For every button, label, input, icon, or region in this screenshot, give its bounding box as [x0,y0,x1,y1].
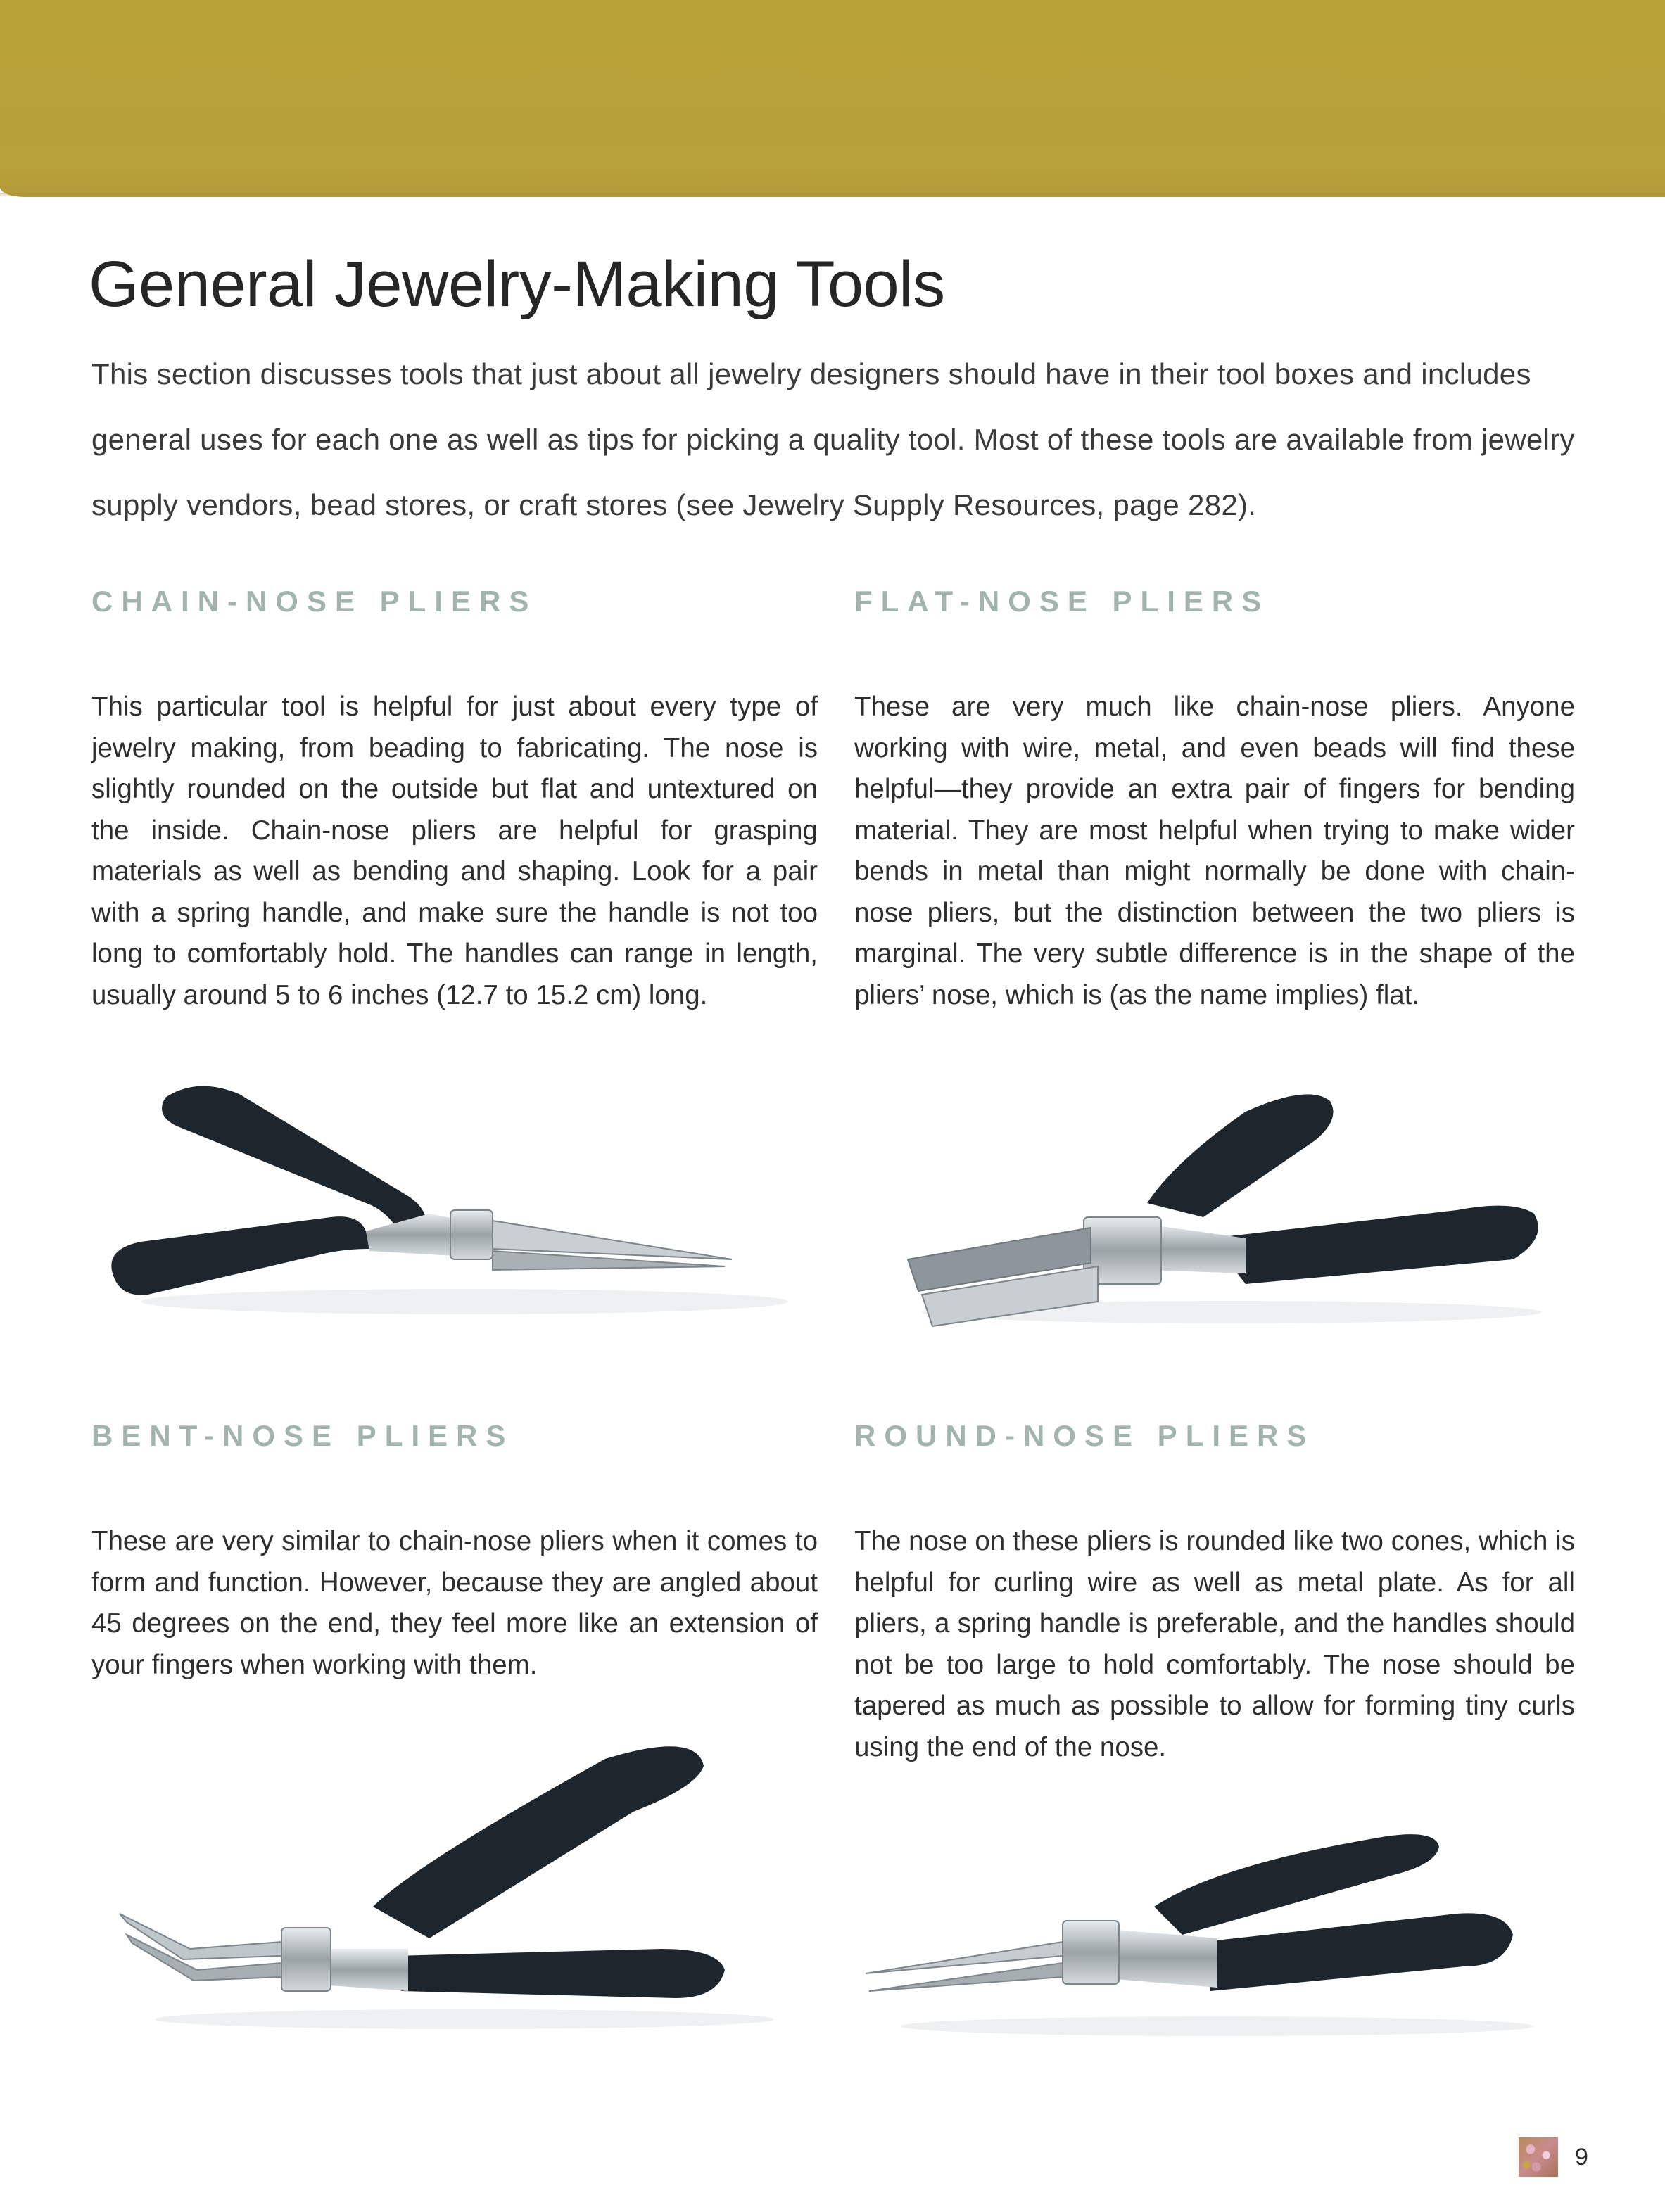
header-gold-band [0,0,1665,197]
page-title: General Jewelry-Making Tools [89,248,945,320]
section-heading: ROUND-NOSE PLIERS [854,1419,1315,1452]
section-heading: FLAT-NOSE PLIERS [854,585,1270,618]
section-flat-nose-pliers [854,587,1575,1016]
chain-nose-pliers-icon [99,1069,802,1323]
section-heading: CHAIN-NOSE PLIERS [91,585,538,618]
round-nose-pliers-photo [852,1815,1569,2040]
page-footer [1519,2137,1588,2177]
round-nose-pliers-icon [852,1815,1569,2040]
section-body: The nose on these pliers is rounded like two cones, which is helpful for curling wire as well as metal plate. As for all pliers, a spring handle is preferable, and the handles should not be too large to hold comfortably. The nose should be tapered as much as possible to allow for forming tiny curls using the end of the nose. [854,1526,1575,1762]
section-round-nose-pliers [854,1421,1575,1768]
section-body: This particular tool is helpful for just about every type of jewelry making, from beading to fabricating. The nose is slightly rounded on the outside but flat and untextured on the inside. Chain-nose pliers are helpful for grasping materials as well as bending and shaping. Look for a pair with a spring handle, and make sure the handle is not too long to comfortably hold. The handles can range in length, usually around 5 to 6 inches (12.7 to 15.2 cm) long. [91,692,818,1010]
section-body: These are very similar to chain-nose pliers when it comes to form and function. However, because they are angled about 45 degrees on the end, they feel more like an extension of your fingers when working with them. [91,1526,818,1680]
intro-paragraph: This section discusses tools that just about all jewelry designers should have in their tool boxes and includes general uses for each one as well as tips for picking a quality tool. Most of these tools are available from jewelry supply vendors, bead stores, or craft stores (see Jewelry Supply Resources, page 282). [91,357,1575,521]
flat-nose-pliers-photo [880,1069,1569,1330]
page-number: 9 [1575,2143,1588,2170]
bent-nose-pliers-icon [99,1738,802,2033]
flat-nose-pliers-icon [880,1069,1569,1330]
section-body: These are very much like chain-nose pliers. Anyone working with wire, metal, and even beads will find these helpful—they provide an extra pair of fingers for bending material. They are most helpful when trying to make wider bends in metal than might normally be done with chain-nose pliers, but the distinction between the two pliers is marginal. The very subtle difference is in the shape of the pliers’ nose, which is (as the name implies) flat. [854,692,1575,1010]
chain-nose-pliers-photo [99,1069,802,1323]
section-bent-nose-pliers [91,1421,818,1686]
bent-nose-pliers-photo [99,1738,802,2033]
beads-thumbnail-icon [1519,2137,1558,2177]
section-heading: BENT-NOSE PLIERS [91,1419,514,1452]
section-chain-nose-pliers [91,587,818,1016]
